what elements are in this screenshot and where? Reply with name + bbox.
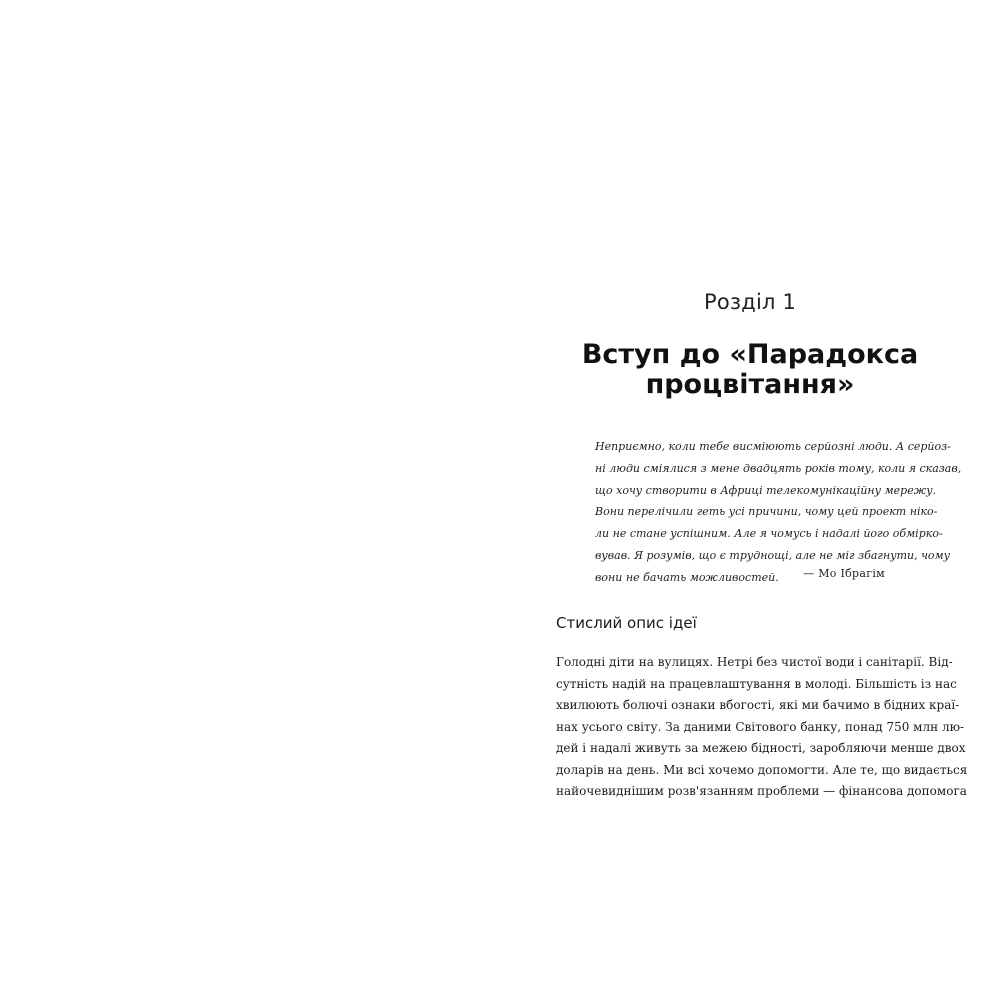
body-line: доларів на день. Ми всі хочемо допомогти. Але те, що видається xyxy=(556,762,968,777)
epigraph-line: Неприємно, коли тебе висміюють серйозні люди. А серйоз- xyxy=(595,440,951,453)
body-line: хвилюють болючі ознаки вбогості, які ми бачимо в бідних краї- xyxy=(556,698,960,712)
chapter-label: Розділ 1 xyxy=(703,290,797,314)
body-line: нах усього світу. За даними Світового банку, понад 750 млн лю- xyxy=(556,719,965,734)
epigraph-line: вони не бачать можливостей. xyxy=(595,570,779,584)
chapter-title xyxy=(500,340,1000,400)
section-heading: Стислий опис ідеї xyxy=(556,614,697,632)
epigraph-line: ні люди сміялися з мене двадцять років тому, коли я сказав, xyxy=(595,461,962,475)
right-page xyxy=(500,0,1000,1000)
chapter-title-line: Вступ до «Парадокса xyxy=(581,339,919,370)
body-line: найочевиднішим розв'язанням проблеми — фінансова допомога xyxy=(556,784,967,798)
body-line: Голодні діти на вулицях. Нетрі без чистої води і санітарії. Від- xyxy=(556,655,953,669)
chapter-title-line: процвітання» xyxy=(645,369,855,400)
epigraph-line: Вони перелічили геть усі причини, чому цей проект ніко- xyxy=(595,505,938,519)
epigraph-line: ли не стане успішним. Але я чомусь і надалі його обмірко- xyxy=(595,527,943,541)
epigraph-line: вував. Я розумів, що є труднощі, але не міг збагнути, чому xyxy=(595,548,951,562)
epigraph-quote xyxy=(595,436,962,589)
body-paragraph xyxy=(556,652,968,803)
epigraph-line: що хочу створити в Африці телекомунікаційну мережу. xyxy=(595,483,937,497)
body-line: дей і надалі живуть за межею бідності, заробляючи менше двох xyxy=(556,741,966,755)
epigraph-attribution: — Мо Ібрагім xyxy=(803,567,885,580)
body-line: сутність надій на працевлаштування в молоді. Більшість із нас xyxy=(556,676,957,691)
